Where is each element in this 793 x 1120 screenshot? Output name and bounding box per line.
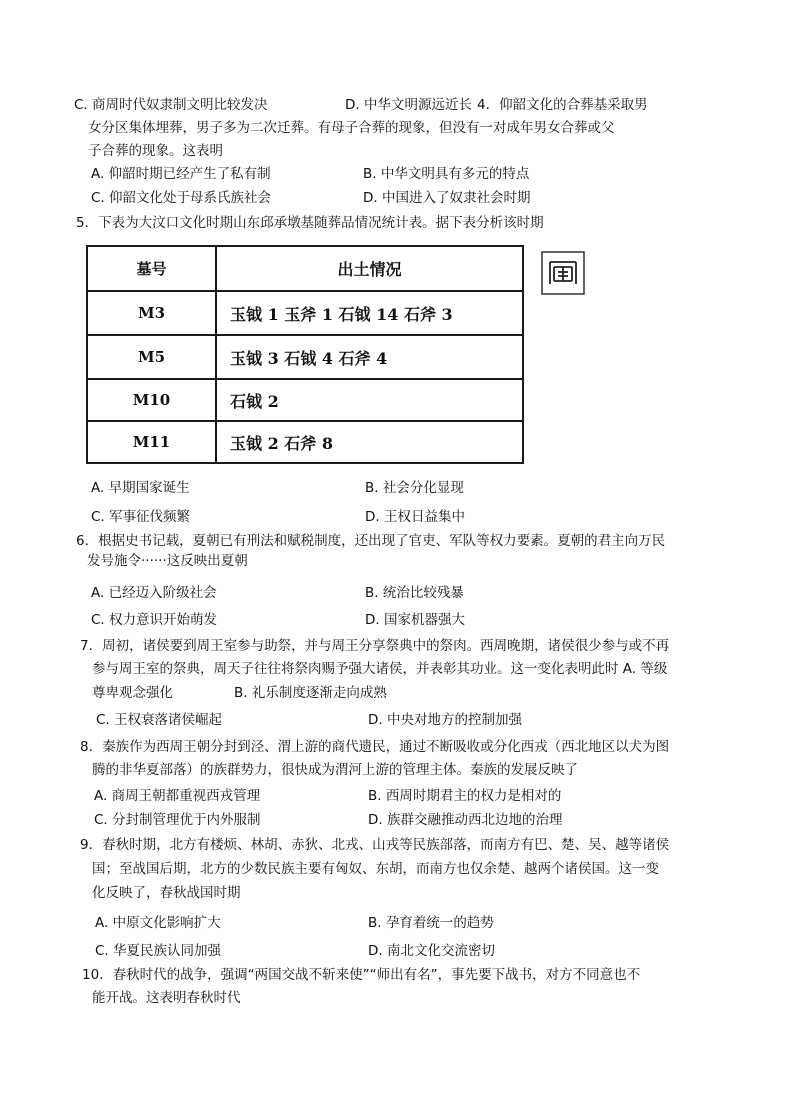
q8-stem-line-2: 腾的非华夏部落）的族群势力，很快成为渭河上游的管理主体。秦族的发展反映了 (92, 762, 578, 778)
q6-option-b: B. 统治比较残暴 (365, 585, 464, 601)
q9-stem-line-3: 化反映了，春秋战国时期 (92, 885, 241, 901)
q9-option-b: B. 孕育着统一的趋势 (368, 915, 494, 931)
finds-cell: 玉钺 3 石钺 4 石斧 4 (230, 348, 388, 368)
q8-stem-line-1: 8．秦族作为西周王朝分封到泾、渭上游的商代遗民，通过不断吸收或分化西戎（西北地区以犬为图 (80, 739, 670, 755)
column-header-tomb: 墓号 (88, 247, 217, 290)
q5-option-b: B. 社会分化显现 (365, 480, 464, 496)
q5-stem: 5．下表为大汶口文化时期山东邱承墩基随葬品情况统计表。据下表分析该时期 (76, 215, 544, 231)
tomb-cell: M11 (88, 422, 217, 462)
q4-stem-line-1: 4．仰韶文化的合葬基采取男 (477, 97, 648, 113)
burial-goods-table (86, 245, 524, 464)
q4-option-c: C. 仰韶文化处于母系氏族社会 (91, 190, 272, 206)
q6-stem-line-1: 6．根据史书记载，夏朝已有刑法和赋税制度，还出现了官吏、军队等权力要素。夏朝的君主向万民 (76, 533, 666, 549)
q7-stem-line-2: 参与周王室的祭典，周天子往往将祭肉赐予强大诸侯，并表彰其功业。这一变化表明此时 A. 等级 (92, 661, 668, 677)
q4-option-d: D. 中国进入了奴隶社会时期 (363, 190, 531, 206)
q5-option-a: A. 早期国家诞生 (91, 480, 190, 496)
q9-stem-line-2: 国；至战国后期，北方的少数民族主要有匈奴、东胡，而南方也仅余楚、越两个诸侯国。这一变 (92, 861, 659, 877)
finds-cell: 玉钺 2 石斧 8 (230, 433, 333, 453)
q3-option-d: D. 中华文明源远近长 (345, 97, 472, 113)
finds-cell: 玉钺 1 玉斧 1 石钺 14 石斧 3 (230, 304, 453, 324)
q6-option-a: A. 已经迈入阶级社会 (91, 585, 217, 601)
column-header-finds: 出土情况 (337, 260, 402, 279)
q8-option-d: D. 族群交融推动西北边地的治理 (368, 812, 563, 828)
table-row (88, 422, 522, 462)
q10-stem-line-1: 10．春秋时代的战争，强调“两国交战不斩来使”“师出有名”，事先要下战书，对方不同意也不 (82, 967, 641, 983)
q7-option-d: D. 中央对地方的控制加强 (368, 712, 522, 728)
q4-stem-line-3: 子合葬的现象。这表明 (88, 143, 223, 159)
q10-stem-line-2: 能开战。这表明春秋时代 (92, 990, 241, 1006)
tomb-cell: M3 (88, 292, 217, 334)
q7-option-c: C. 王权衰落诸侯崛起 (96, 712, 223, 728)
q6-option-d: D. 国家机器强大 (365, 612, 465, 628)
q9-option-a: A. 中原文化影响扩大 (95, 915, 221, 931)
q7-option-b: B. 礼乐制度逐渐走向成熟 (234, 685, 387, 701)
q8-option-b: B. 西周时期君主的权力是相对的 (368, 788, 562, 804)
q7-stem-line-1: 7．周初，诸侯要到周王室参与助祭，并与周王分享祭典中的祭肉。西周晚期，诸侯很少参与或不再 (80, 638, 670, 654)
q6-stem-line-2: 发号施令······这反映出夏朝 (87, 553, 248, 569)
tomb-cell: M10 (88, 380, 217, 420)
table-row (88, 292, 522, 336)
table-row (88, 336, 522, 380)
q9-stem-line-1: 9．春秋时期，北方有楼烦、林胡、赤狄、北戎、山戎等民族部落，而南方有巴、楚、吴、越等诸侯 (80, 837, 670, 853)
q6-option-c: C. 权力意识开始萌发 (91, 612, 218, 628)
q4-stem-line-2: 女分区集体埋葬，男子多为二次迁葬。有母子合葬的现象，但没有一对成年男女合葬或父 (88, 120, 615, 136)
image-frame-icon (540, 250, 586, 296)
q9-option-d: D. 南北文化交流密切 (368, 943, 495, 959)
q9-option-c: C. 华夏民族认同加强 (95, 943, 222, 959)
table-header-row (88, 247, 522, 292)
q4-option-a: A. 仰韶时期已经产生了私有制 (91, 166, 271, 182)
q8-option-a: A. 商周王朝都重视西戎管理 (94, 788, 261, 804)
q8-option-c: C. 分封制管理优于内外服制 (94, 812, 261, 828)
q5-option-d: D. 王权日益集中 (365, 509, 465, 525)
q4-option-b: B. 中华文明具有多元的特点 (363, 166, 530, 182)
table-row (88, 380, 522, 422)
q7-stem-line-3: 尊卑观念强化 (92, 685, 173, 701)
finds-cell: 石钺 2 (230, 391, 279, 411)
q5-option-c: C. 军事征伐频繁 (91, 509, 191, 525)
tomb-cell: M5 (88, 336, 217, 378)
q3-option-c: C. 商周时代奴隶制文明比较发决 (74, 97, 268, 113)
